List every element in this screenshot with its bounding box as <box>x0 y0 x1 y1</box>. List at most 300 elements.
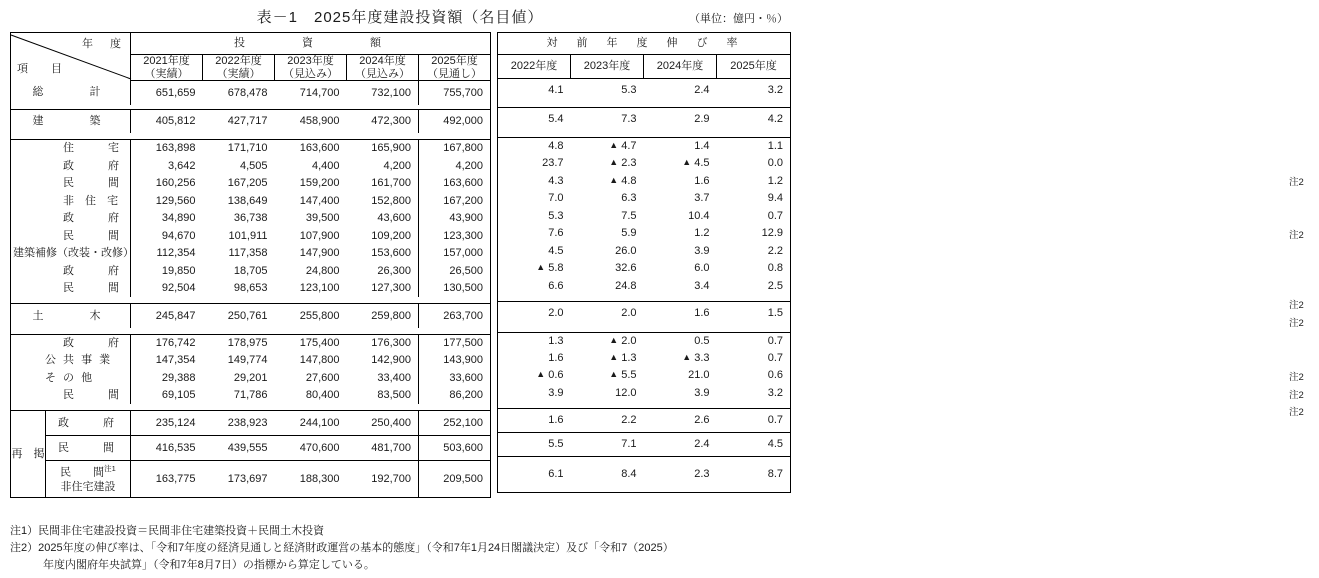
cell: ▲ 1.3 <box>609 351 637 364</box>
cell: 255,800 <box>299 309 340 322</box>
cell: 171,710 <box>227 142 268 155</box>
cell: 163,600 <box>299 142 340 155</box>
row-label-housing: 住 宅 <box>11 140 131 158</box>
side-note-4: 注2 <box>1289 318 1304 329</box>
value: 4.5 <box>548 244 564 257</box>
cell: 94,670 <box>161 229 196 242</box>
saikei-nonhousing-line2: 非住宅建設 <box>60 481 116 494</box>
table-row <box>498 107 791 131</box>
cell: 71,786 <box>233 389 268 402</box>
cell: 714,700 <box>299 86 340 99</box>
cell: 117,358 <box>228 247 268 260</box>
cell <box>644 260 717 278</box>
cell <box>571 385 644 403</box>
cell <box>717 278 791 296</box>
table-row <box>498 350 791 368</box>
table-row <box>498 433 791 457</box>
value: 0.7 <box>767 351 783 364</box>
cell <box>498 457 571 493</box>
corner-bottom-left-label: 項 目 <box>17 63 68 76</box>
cell <box>644 173 717 191</box>
cell: ▲ 3.3 <box>682 351 710 364</box>
cell <box>717 457 791 493</box>
col-header-2024-line2: （見込み） <box>355 67 410 80</box>
cell <box>571 107 644 131</box>
col-header-2025-line1: 2025年度 <box>431 55 478 67</box>
row-label-saikei-private: 民 間 <box>46 436 131 461</box>
col-header-2023-line1: 2023年度 <box>287 55 334 67</box>
cell <box>644 79 717 103</box>
cell: ▲ 4.7 <box>609 140 637 153</box>
col-header-2021-line2: （実績） <box>144 67 189 80</box>
cell: 250,400 <box>347 411 419 436</box>
value: 1.4 <box>694 140 710 153</box>
cell: 167,800 <box>419 140 491 158</box>
value: 0.0 <box>767 157 783 170</box>
cell <box>644 367 717 385</box>
cell: 163,775 <box>155 472 196 485</box>
cell <box>571 302 644 326</box>
cell: 43,600 <box>377 212 411 225</box>
col-header-2022-line1: 2022年度 <box>215 55 262 67</box>
cell <box>571 433 644 457</box>
value: 5.5 <box>621 369 637 382</box>
cell: 27,600 <box>305 371 340 384</box>
footnotes <box>10 524 790 575</box>
cell: 4,505 <box>239 159 268 172</box>
table-row <box>11 157 491 175</box>
value: 2.5 <box>767 279 783 292</box>
cell <box>644 457 717 493</box>
cell <box>571 190 644 208</box>
cell: 43,900 <box>419 210 491 228</box>
value: 2.4 <box>694 438 710 451</box>
side-note-2: 注2 <box>1289 230 1304 241</box>
value: 1.5 <box>767 307 783 320</box>
value: 3.7 <box>694 192 710 205</box>
col-header-2024-line1: 2024年度 <box>359 55 406 67</box>
table-row <box>498 332 791 350</box>
table-row <box>11 175 491 193</box>
cell: 651,659 <box>155 86 196 99</box>
value: 6.6 <box>548 279 564 292</box>
cell <box>644 278 717 296</box>
value: 3.9 <box>694 386 710 399</box>
cell: 3,642 <box>167 159 196 172</box>
value: 2.4 <box>694 84 710 97</box>
cell <box>498 173 571 191</box>
cell <box>717 409 791 433</box>
cell <box>498 350 571 368</box>
cell <box>571 260 644 278</box>
cell <box>571 243 644 261</box>
cell: 458,900 <box>299 115 340 128</box>
left-table <box>10 32 491 498</box>
cell: 149,774 <box>227 354 268 367</box>
value: 1.1 <box>767 140 783 153</box>
cell: 143,900 <box>419 352 491 370</box>
value: 12.9 <box>761 227 783 240</box>
footnote-1: 注1）民間非住宅建設投資＝民間非住宅建築投資＋民間土木投資 <box>10 525 325 537</box>
value: 0.6 <box>767 369 783 382</box>
cell <box>717 385 791 403</box>
value: 4.2 <box>767 112 783 125</box>
cell: 29,201 <box>233 371 268 384</box>
value: 5.3 <box>621 84 637 97</box>
table-row <box>498 457 791 493</box>
value: 1.6 <box>694 174 710 187</box>
table-row <box>11 109 491 133</box>
unit-label: （単位：億円・％） <box>689 13 788 25</box>
cell: 83,500 <box>377 389 411 402</box>
cell <box>498 332 571 350</box>
value: 2.9 <box>694 112 710 125</box>
value: 1.6 <box>548 414 564 427</box>
value: 3.4 <box>694 279 710 292</box>
cell <box>498 79 571 103</box>
cell: 470,600 <box>275 436 347 461</box>
table-row <box>498 385 791 403</box>
value: 3.9 <box>548 386 564 399</box>
side-note-3: 注2 <box>1289 300 1304 311</box>
cell <box>717 350 791 368</box>
value: 1.3 <box>548 334 564 347</box>
cell <box>717 190 791 208</box>
value: 0.7 <box>767 414 783 427</box>
value: 2.2 <box>621 414 637 427</box>
cell: 250,761 <box>227 309 268 322</box>
footnote-2: 注2）2025年度の伸び率は、「令和7年度の経済見通しと経済財政運営の基本的態度」（令和7年1月24日閣議決定）及び「令和7（2025） <box>10 541 674 554</box>
value: 8.7 <box>767 468 783 481</box>
cell <box>644 243 717 261</box>
value: 26.0 <box>615 244 637 257</box>
value: 2.0 <box>621 334 637 347</box>
cell: 138,649 <box>227 194 268 207</box>
value: 3.2 <box>767 386 783 399</box>
cell: 263,700 <box>419 304 491 328</box>
col-header-2021-line1: 2021年度 <box>143 55 190 67</box>
value: 9.4 <box>767 192 783 205</box>
table-row <box>498 225 791 243</box>
side-note-5: 注2 <box>1289 372 1304 383</box>
cell: ▲ 0.6 <box>536 369 564 382</box>
table-row <box>498 278 791 296</box>
cell: 86,200 <box>419 387 491 405</box>
value: 1.2 <box>694 227 710 240</box>
table-row <box>498 173 791 191</box>
group-header-investment: 投 資 額 <box>131 33 491 55</box>
value: 1.6 <box>694 307 710 320</box>
value: 0.7 <box>767 209 783 222</box>
table-corner-header <box>11 33 131 81</box>
side-note-7: 注2 <box>1289 407 1304 418</box>
value: 5.4 <box>548 112 564 125</box>
cell <box>644 190 717 208</box>
cell <box>498 409 571 433</box>
cell <box>644 208 717 226</box>
cell: ▲ 2.0 <box>609 334 637 347</box>
cell: 153,600 <box>371 247 411 260</box>
table-row <box>11 280 491 298</box>
cell: 755,700 <box>419 81 491 105</box>
cell: 163,600 <box>419 175 491 193</box>
value: 12.0 <box>615 386 637 399</box>
cell <box>717 433 791 457</box>
value: 5.3 <box>548 209 564 222</box>
cell <box>717 208 791 226</box>
cell: 69,105 <box>161 389 196 402</box>
value: 4.3 <box>548 174 564 187</box>
value: 5.5 <box>548 438 564 451</box>
cell <box>644 138 717 156</box>
cell: 80,400 <box>305 389 340 402</box>
row-label-civil-gov: 政 府 <box>11 334 131 352</box>
table-row <box>11 387 491 405</box>
cell: 245,847 <box>155 309 196 322</box>
cell: 176,300 <box>371 336 411 349</box>
cell <box>498 225 571 243</box>
cell <box>498 385 571 403</box>
cell: 209,500 <box>419 460 491 497</box>
table-row <box>498 243 791 261</box>
cell <box>644 385 717 403</box>
table-row <box>11 245 491 263</box>
cell: 129,560 <box>155 194 196 207</box>
value: 3.3 <box>694 351 710 364</box>
side-note-1: 注2 <box>1289 177 1304 188</box>
table-row <box>11 369 491 387</box>
cell <box>717 260 791 278</box>
table-row <box>11 411 491 436</box>
cell <box>644 433 717 457</box>
value: 4.1 <box>548 84 564 97</box>
value: 7.3 <box>621 112 637 125</box>
value: 32.6 <box>615 262 637 275</box>
cell: 177,500 <box>419 334 491 352</box>
cell: 157,000 <box>419 245 491 263</box>
cell <box>571 457 644 493</box>
cell <box>644 409 717 433</box>
cell: 167,200 <box>419 192 491 210</box>
cell: 33,400 <box>377 371 411 384</box>
table-row <box>11 81 491 105</box>
table-row <box>498 367 791 385</box>
saikei-label: 再 掲 <box>11 447 45 460</box>
table-row <box>498 409 791 433</box>
row-label-renovation-gov: 政 府 <box>11 262 131 280</box>
cell: 167,205 <box>227 177 268 190</box>
cell: 439,555 <box>203 436 275 461</box>
cell: 161,700 <box>371 177 411 190</box>
table-row <box>11 210 491 228</box>
value: 7.0 <box>548 192 564 205</box>
cell: 127,300 <box>371 282 411 295</box>
row-label-nonhousing-gov: 政 府 <box>11 210 131 228</box>
col-header-2025-line2: （見通し） <box>427 67 482 80</box>
cell <box>498 208 571 226</box>
cell: 252,100 <box>419 411 491 436</box>
cell: 163,898 <box>155 142 196 155</box>
cell <box>571 278 644 296</box>
saikei-nonhousing-line1: 民 間 <box>60 466 105 479</box>
row-label-housing-gov: 政 府 <box>11 157 131 175</box>
cell: 26,500 <box>419 262 491 280</box>
cell <box>717 302 791 326</box>
value: 23.7 <box>542 157 564 170</box>
cell: 178,975 <box>227 336 268 349</box>
col-header-2022-line2: （実績） <box>216 67 261 80</box>
cell: 173,697 <box>227 472 268 485</box>
cell: 188,300 <box>299 472 340 485</box>
col-header-2022 <box>203 55 275 81</box>
value: 2.2 <box>767 244 783 257</box>
value: 1.6 <box>548 351 564 364</box>
row-label-nonhousing-private: 民 間 <box>11 227 131 245</box>
value: 1.2 <box>767 174 783 187</box>
cell: 123,100 <box>299 282 340 295</box>
col-header-2025 <box>419 55 491 81</box>
cell: 147,800 <box>299 354 340 367</box>
table-row <box>498 302 791 326</box>
corner-top-right-label: 年 度 <box>82 37 124 50</box>
group-header-growth: 対 前 年 度 伸 び 率 <box>498 33 791 55</box>
value: 6.0 <box>694 262 710 275</box>
cell: 176,742 <box>155 336 196 349</box>
col-header-2023-line2: （見込み） <box>283 67 338 80</box>
value: 5.9 <box>621 227 637 240</box>
value: 0.6 <box>548 369 564 382</box>
cell <box>498 243 571 261</box>
cell: 4,200 <box>383 159 411 172</box>
cell: 24,800 <box>305 264 340 277</box>
table-row <box>11 352 491 370</box>
table-row <box>11 140 491 158</box>
growth-col-header-2025: 2025年度 <box>717 55 791 79</box>
right-table <box>497 32 791 493</box>
cell <box>498 433 571 457</box>
cell: 427,717 <box>227 115 268 128</box>
growth-col-header-2024: 2024年度 <box>644 55 717 79</box>
cell <box>644 332 717 350</box>
cell: 107,900 <box>299 229 340 242</box>
cell: 130,500 <box>419 280 491 298</box>
page-title: 表－1 2025年度建設投資額（名目値） <box>256 9 544 26</box>
cell: 147,900 <box>299 247 340 260</box>
value: 1.3 <box>621 351 637 364</box>
value: 0.8 <box>767 262 783 275</box>
cell: ▲ 2.3 <box>609 157 637 170</box>
table-row <box>498 208 791 226</box>
cell <box>717 367 791 385</box>
cell: 92,504 <box>161 282 196 295</box>
value: 2.3 <box>694 468 710 481</box>
value: 2.6 <box>694 414 710 427</box>
value: 2.0 <box>621 307 637 320</box>
value: 21.0 <box>688 369 710 382</box>
cell <box>717 173 791 191</box>
table-row <box>498 155 791 173</box>
value: 4.8 <box>548 140 564 153</box>
cell: 175,400 <box>299 336 340 349</box>
value: 6.1 <box>548 468 564 481</box>
cell: ▲ 5.8 <box>536 262 564 275</box>
row-label-civil-private: 民 間 <box>11 387 131 405</box>
value: 7.5 <box>621 209 637 222</box>
cell <box>644 302 717 326</box>
row-label-building: 建 築 <box>11 109 131 133</box>
cell: 192,700 <box>371 472 411 485</box>
value: 6.3 <box>621 192 637 205</box>
cell: 98,653 <box>233 282 268 295</box>
row-label-nonhousing: 非 住 宅 <box>11 192 131 210</box>
table-row <box>498 260 791 278</box>
cell <box>498 190 571 208</box>
cell <box>571 79 644 103</box>
cell: 109,200 <box>371 229 411 242</box>
cell: 18,705 <box>233 264 268 277</box>
table-row <box>498 138 791 156</box>
value: 0.5 <box>694 334 710 347</box>
cell: 34,890 <box>161 212 196 225</box>
cell <box>644 107 717 131</box>
table-row <box>11 192 491 210</box>
cell <box>644 225 717 243</box>
cell: 101,911 <box>228 229 268 242</box>
value: 2.0 <box>548 307 564 320</box>
cell <box>498 302 571 326</box>
investment-amount-table <box>10 32 490 498</box>
cell <box>717 225 791 243</box>
row-label-total: 総 計 <box>11 81 131 105</box>
row-label-other: そ の 他 <box>11 369 131 387</box>
cell <box>571 208 644 226</box>
cell: 4,200 <box>419 157 491 175</box>
cell <box>717 138 791 156</box>
value: 24.8 <box>615 279 637 292</box>
value: 4.7 <box>621 140 637 153</box>
value: 2.3 <box>621 157 637 170</box>
col-header-2023 <box>275 55 347 81</box>
value: 4.8 <box>621 174 637 187</box>
value: 5.8 <box>548 262 564 275</box>
cell <box>717 332 791 350</box>
row-label-housing-private: 民 間 <box>11 175 131 193</box>
saikei-nonhousing-note: 注1 <box>104 464 116 474</box>
row-label-renovation-private: 民 間 <box>11 280 131 298</box>
growth-rate-table <box>497 32 1304 493</box>
value: 4.5 <box>767 438 783 451</box>
cell: 503,600 <box>419 436 491 461</box>
table-row <box>11 227 491 245</box>
cell: ▲ 5.5 <box>609 369 637 382</box>
table-row <box>11 334 491 352</box>
row-label-renovation: 建築補修（改装・改修） <box>11 245 131 263</box>
value: 8.4 <box>621 468 637 481</box>
cell: 416,535 <box>131 436 203 461</box>
row-label-saikei-gov: 政 府 <box>46 411 131 436</box>
cell: 259,800 <box>371 309 411 322</box>
cell: 142,900 <box>371 354 411 367</box>
cell: 732,100 <box>371 86 411 99</box>
table-row <box>11 304 491 328</box>
cell: 147,400 <box>299 194 340 207</box>
value: 10.4 <box>688 209 710 222</box>
row-label-saikei-group <box>11 411 131 498</box>
cell: 19,850 <box>161 264 196 277</box>
cell <box>717 155 791 173</box>
cell: 235,124 <box>131 411 203 436</box>
cell: ▲ 4.8 <box>609 174 637 187</box>
